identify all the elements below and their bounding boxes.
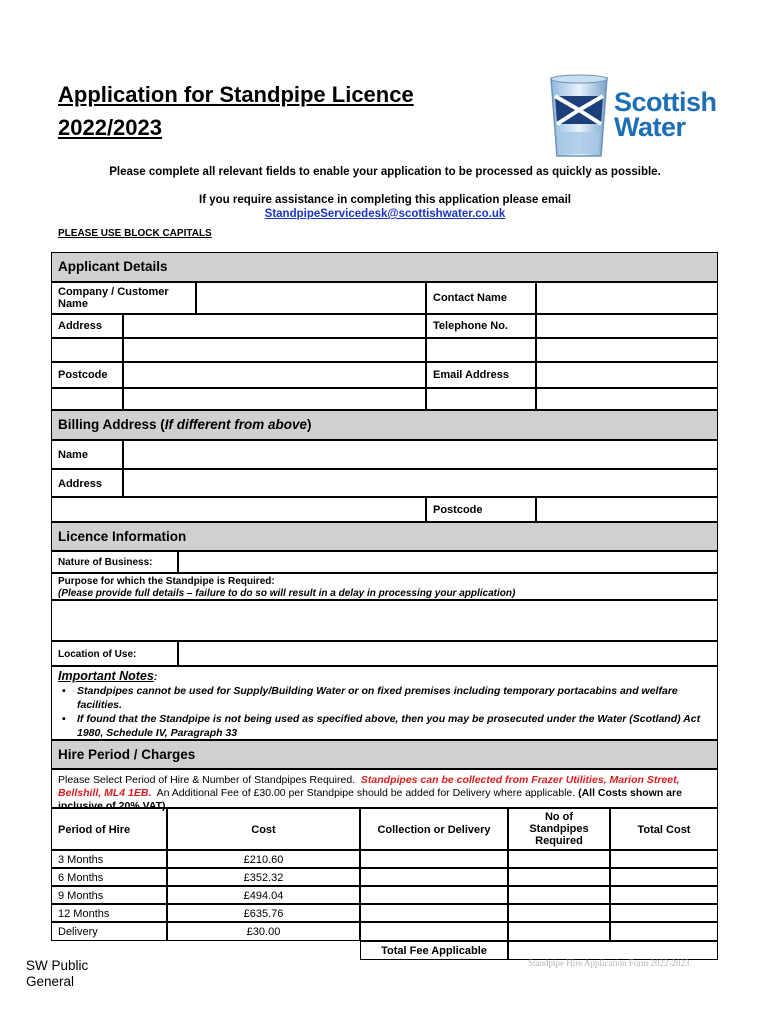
- billing-name-field[interactable]: [123, 440, 718, 469]
- nature-of-business-label: Nature of Business:: [51, 551, 178, 573]
- telephone-field-2[interactable]: [536, 338, 718, 362]
- col-total-cost: Total Cost: [610, 808, 718, 850]
- purpose-label: Purpose for which the Standpipe is Required:: [58, 576, 275, 587]
- hire-cost-cell: £494.04: [167, 886, 360, 904]
- hire-period-cell: 9 Months: [51, 886, 167, 904]
- hire-cost-cell: £30.00: [167, 922, 360, 941]
- section-header-licence: Licence Information: [51, 522, 718, 551]
- logo-line-2: Water: [614, 112, 686, 142]
- hire-desc-delivery-fee: An Additional Fee of £30.00 per Standpipe should be added for Delivery where applicable.: [156, 787, 576, 799]
- billing-header-italic: If different from above: [164, 417, 308, 432]
- contact-name-label: Contact Name: [426, 282, 536, 314]
- total-cost-input[interactable]: [610, 850, 718, 868]
- total-cost-input[interactable]: [610, 904, 718, 922]
- page-title: [58, 78, 414, 144]
- total-cost-input[interactable]: [610, 922, 718, 941]
- billing-address-label: Address: [51, 469, 123, 497]
- telephone-label-spacer: [426, 338, 536, 362]
- email-label: Email Address: [426, 362, 536, 388]
- billing-name-label: Name: [51, 440, 123, 469]
- telephone-label: Telephone No.: [426, 314, 536, 338]
- important-notes: [51, 666, 718, 740]
- important-notes-heading: Important Notes: [58, 669, 154, 683]
- col-cost: Cost: [167, 808, 360, 850]
- standpipes-count-input[interactable]: [508, 886, 610, 904]
- hire-cost-cell: £352.32: [167, 868, 360, 886]
- billing-address-field-2[interactable]: [51, 497, 426, 522]
- total-fee-label: Total Fee Applicable: [360, 941, 508, 960]
- standpipes-count-input[interactable]: [508, 850, 610, 868]
- email-label-spacer: [426, 388, 536, 410]
- postcode-field[interactable]: [123, 362, 426, 388]
- billing-address-field[interactable]: [123, 469, 718, 497]
- purpose-note: (Please provide full details – failure to do so will result in a delay in processing your application): [58, 588, 516, 599]
- title-line-1: Application for Standpipe Licence: [58, 82, 414, 107]
- logo-line-1: Scottish: [614, 87, 717, 117]
- intro-line-2: If you require assistance in completing this application please email: [199, 194, 571, 206]
- postcode-label: Postcode: [51, 362, 123, 388]
- support-email-link[interactable]: StandpipeServicedesk@scottishwater.co.uk: [264, 208, 506, 220]
- company-name-label: Company / Customer Name: [51, 282, 196, 314]
- classification-line-2: General: [26, 974, 75, 989]
- address-field-1[interactable]: [123, 314, 426, 338]
- classification-line-1: SW Public: [26, 958, 89, 973]
- collection-delivery-input[interactable]: [360, 922, 508, 941]
- nature-of-business-field[interactable]: [178, 551, 718, 573]
- postcode-label-spacer: [51, 388, 123, 410]
- hire-cost-cell: £635.76: [167, 904, 360, 922]
- collection-delivery-input[interactable]: [360, 886, 508, 904]
- total-cost-input[interactable]: [610, 868, 718, 886]
- classification-label: [26, 958, 88, 990]
- telephone-field[interactable]: [536, 314, 718, 338]
- hire-desc-collection: Standpipes can be collected from Frazer Utilities, Marion Street, Bellshill, ML4 1EB.: [58, 774, 680, 799]
- billing-header-end: ): [307, 417, 312, 432]
- hire-desc-start: Please Select Period of Hire & Number of Standpipes Required.: [58, 774, 356, 786]
- billing-postcode-field[interactable]: [536, 497, 718, 522]
- section-header-applicant: Applicant Details: [51, 252, 718, 282]
- col-collection-or-delivery: Collection or Delivery: [360, 808, 508, 850]
- col-period-of-hire: Period of Hire: [51, 808, 167, 850]
- email-field[interactable]: [536, 362, 718, 388]
- intro-line-1: Please complete all relevant fields to enable your application to be processed as quickly as possible.: [109, 166, 661, 178]
- standpipes-count-input[interactable]: [508, 922, 610, 941]
- scottish-water-logo: [548, 74, 717, 160]
- total-cost-input[interactable]: [610, 886, 718, 904]
- water-glass-icon: [548, 74, 610, 160]
- purpose-field[interactable]: [51, 600, 718, 641]
- note-item: • If found that the Standpipe is not being used as specified above, then you may be prosecuted under the Water (Scotland) Act 1980, Schedule IV, Paragraph 33: [58, 712, 711, 740]
- hire-cost-cell: £210.60: [167, 850, 360, 868]
- address-field-2[interactable]: [123, 338, 426, 362]
- section-header-billing: [51, 410, 718, 440]
- col-no-of-standpipes: No of Standpipes Required: [508, 808, 610, 850]
- purpose-label-cell: [51, 573, 718, 600]
- note-item: • Standpipes cannot be used for Supply/Building Water or on fixed premises including temporary portacabins and welfare facilities.: [58, 684, 711, 712]
- collection-delivery-input[interactable]: [360, 868, 508, 886]
- title-line-2: 2022/2023: [58, 115, 162, 140]
- location-of-use-label: Location of Use:: [51, 641, 178, 666]
- block-capitals-note: PLEASE USE BLOCK CAPITALS: [58, 228, 212, 239]
- location-of-use-field[interactable]: [178, 641, 718, 666]
- form-name-footer: Standpipe Hire Application Form 2022-2023: [528, 958, 690, 968]
- collection-delivery-input[interactable]: [360, 850, 508, 868]
- company-name-field[interactable]: [196, 282, 426, 314]
- billing-header-text: Billing Address (: [58, 417, 165, 432]
- address-label-spacer: [51, 338, 123, 362]
- hire-period-cell: 3 Months: [51, 850, 167, 868]
- application-form: [51, 252, 718, 960]
- hire-desc-vat-note: (All Costs shown are inclusive of 20% VAT): [58, 787, 682, 812]
- section-header-hire: Hire Period / Charges: [51, 740, 718, 769]
- hire-period-cell: 6 Months: [51, 868, 167, 886]
- hire-description: [51, 769, 718, 812]
- standpipes-count-input[interactable]: [508, 904, 610, 922]
- collection-delivery-input[interactable]: [360, 904, 508, 922]
- logo-wordmark: [614, 87, 717, 142]
- contact-name-field[interactable]: [536, 282, 718, 314]
- email-field-2[interactable]: [536, 388, 718, 410]
- standpipes-count-input[interactable]: [508, 868, 610, 886]
- hire-period-cell: Delivery: [51, 922, 167, 941]
- notes-list: [58, 684, 711, 740]
- notes-colon: :: [153, 671, 158, 683]
- postcode-field-2[interactable]: [123, 388, 426, 410]
- hire-period-cell: 12 Months: [51, 904, 167, 922]
- address-label: Address: [51, 314, 123, 338]
- billing-postcode-label: Postcode: [426, 497, 536, 522]
